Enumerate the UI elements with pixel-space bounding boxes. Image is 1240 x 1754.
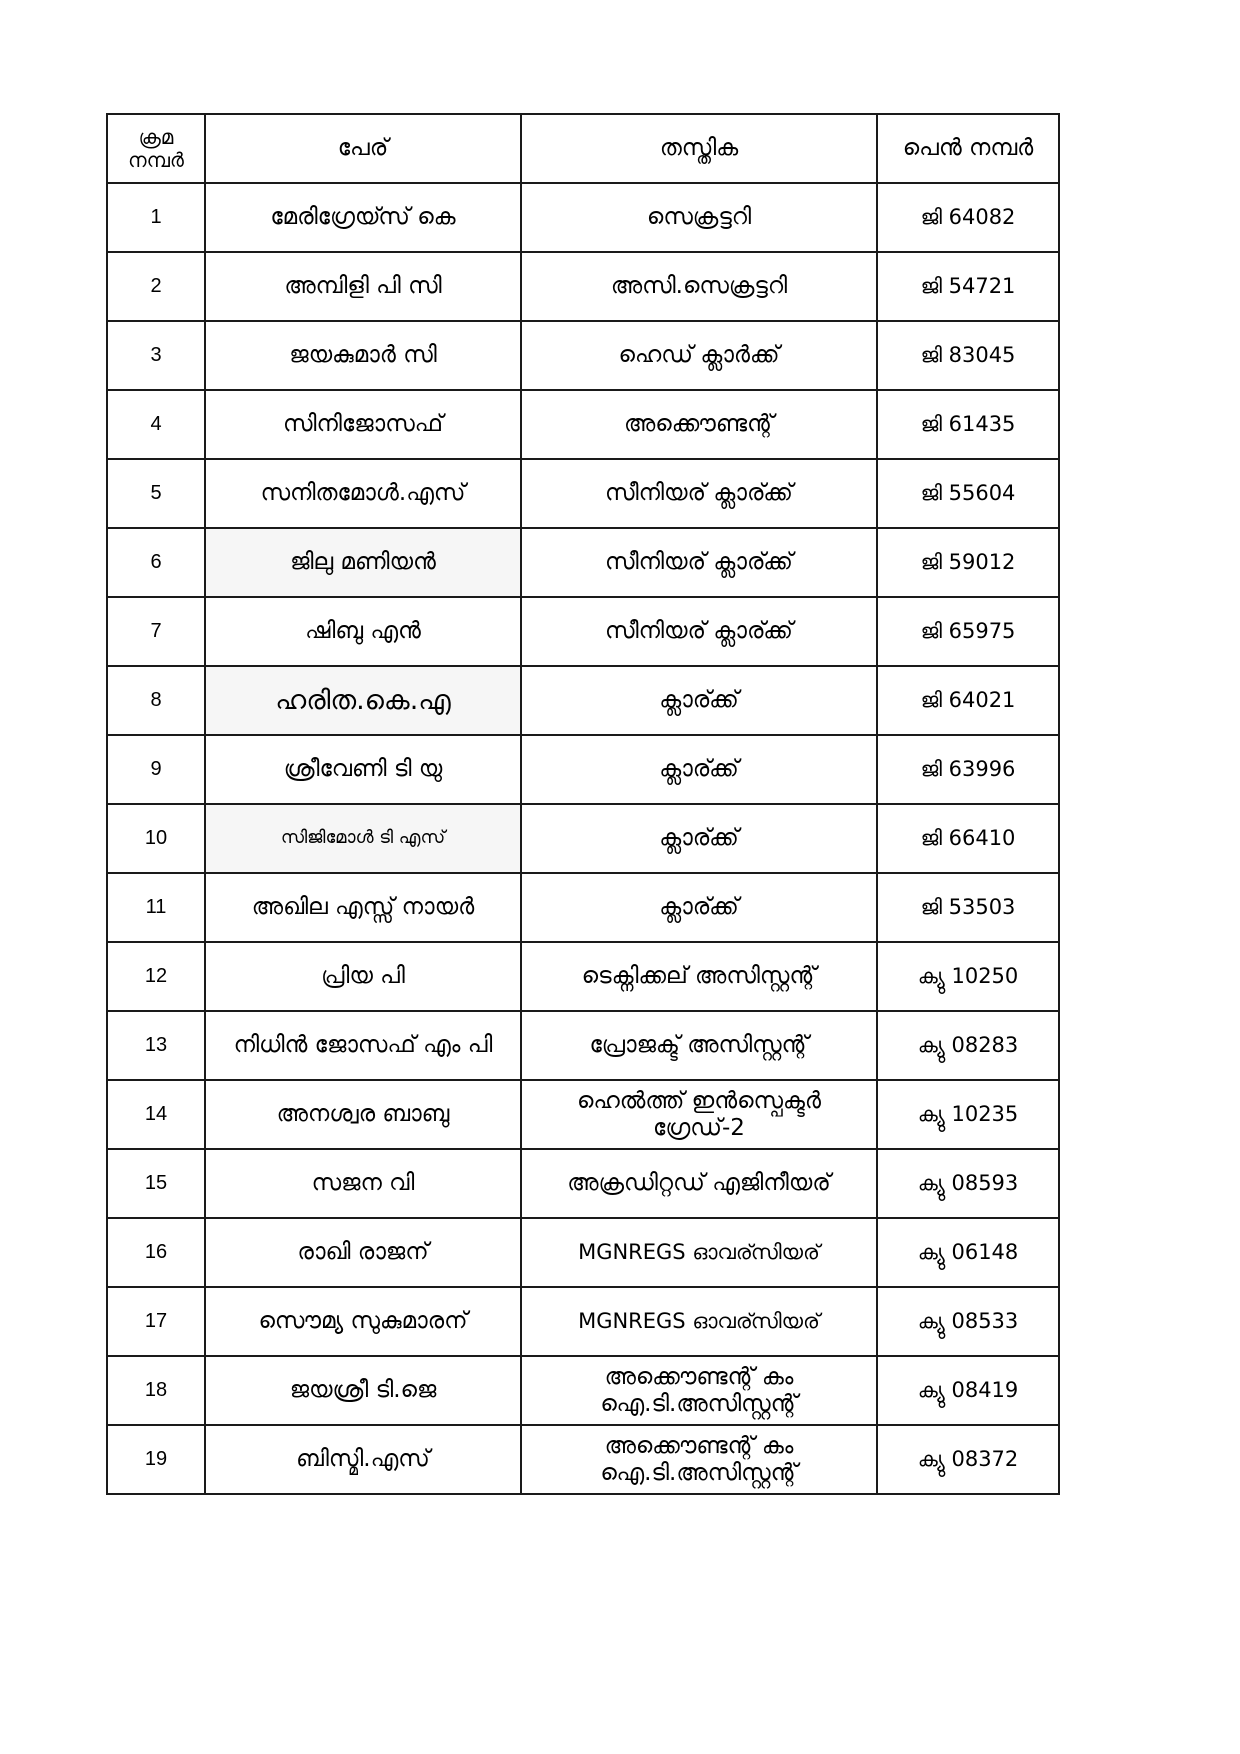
- cell-pen-number: ജി 64021: [877, 666, 1059, 735]
- table-row: [107, 1149, 1059, 1218]
- table-row: [107, 1287, 1059, 1356]
- cell-serial-number: 1: [107, 183, 205, 252]
- cell-designation: MGNREGS ഓവര്സിയര്: [521, 1287, 877, 1356]
- cell-designation: സീനിയര് ക്ലാര്ക്ക്: [521, 528, 877, 597]
- cell-designation: ക്ലാര്ക്ക്: [521, 873, 877, 942]
- cell-pen-number: ക്യു 08372: [877, 1425, 1059, 1494]
- staff-table: [106, 113, 1060, 1495]
- cell-name: ഹരിത.കെ.എ: [205, 666, 521, 735]
- cell-designation: സീനിയര് ക്ലാര്ക്ക്: [521, 597, 877, 666]
- table-body: [107, 183, 1059, 1494]
- cell-serial-number: 9: [107, 735, 205, 804]
- table-row: [107, 1425, 1059, 1494]
- cell-pen-number: ക്യു 08533: [877, 1287, 1059, 1356]
- cell-name: മേരിഗ്രേയ്സ് കെ: [205, 183, 521, 252]
- header-name: പേര്: [205, 114, 521, 183]
- cell-name: നിധിൻ ജോസഫ് എം പി: [205, 1011, 521, 1080]
- table-row: [107, 1356, 1059, 1425]
- cell-designation: അസി.സെക്രട്ടറി: [521, 252, 877, 321]
- table-row: [107, 252, 1059, 321]
- cell-name: സജന വി: [205, 1149, 521, 1218]
- cell-designation: ക്ലാര്ക്ക്: [521, 804, 877, 873]
- cell-designation: സീനിയര് ക്ലാര്ക്ക്: [521, 459, 877, 528]
- table-row: [107, 390, 1059, 459]
- cell-name: ഷിബു എൻ: [205, 597, 521, 666]
- table-row: [107, 597, 1059, 666]
- cell-name: അനശ്വര ബാബു: [205, 1080, 521, 1149]
- cell-serial-number: 16: [107, 1218, 205, 1287]
- cell-serial-number: 7: [107, 597, 205, 666]
- table-row: [107, 735, 1059, 804]
- cell-designation: അക്കൌണ്ടന്റ്: [521, 390, 877, 459]
- cell-serial-number: 19: [107, 1425, 205, 1494]
- cell-serial-number: 17: [107, 1287, 205, 1356]
- cell-serial-number: 6: [107, 528, 205, 597]
- table-row: [107, 942, 1059, 1011]
- cell-designation: അക്കൌണ്ടന്റ് കം ഐ.ടി.അസിസ്റ്റന്റ്: [521, 1356, 877, 1425]
- cell-pen-number: ജി 65975: [877, 597, 1059, 666]
- cell-name: അഖില എസ്സ് നായർ: [205, 873, 521, 942]
- cell-pen-number: ക്യു 10250: [877, 942, 1059, 1011]
- table-row: [107, 873, 1059, 942]
- table-row: [107, 183, 1059, 252]
- table-row: [107, 804, 1059, 873]
- cell-pen-number: ജി 83045: [877, 321, 1059, 390]
- cell-pen-number: ജി 53503: [877, 873, 1059, 942]
- cell-serial-number: 4: [107, 390, 205, 459]
- cell-name: സനിതമോൾ.എസ്: [205, 459, 521, 528]
- cell-pen-number: ജി 59012: [877, 528, 1059, 597]
- cell-pen-number: ജി 66410: [877, 804, 1059, 873]
- cell-designation: അക്കൌണ്ടന്റ് കം ഐ.ടി.അസിസ്റ്റന്റ്: [521, 1425, 877, 1494]
- table-row: [107, 528, 1059, 597]
- cell-serial-number: 18: [107, 1356, 205, 1425]
- cell-designation: ഹെഡ് ക്ലാർക്ക്: [521, 321, 877, 390]
- cell-name: ജയകുമാർ സി: [205, 321, 521, 390]
- table-header: [107, 114, 1059, 183]
- header-designation: തസ്തിക: [521, 114, 877, 183]
- header-serial-number: ക്രമ നമ്പർ: [107, 114, 205, 183]
- cell-serial-number: 10: [107, 804, 205, 873]
- cell-name: ശ്രീവേണി ടി യു: [205, 735, 521, 804]
- cell-name: ബിസ്മി.എസ്: [205, 1425, 521, 1494]
- cell-designation: ഹെൽത്ത് ഇൻസ്പെക്ടർ ഗ്രേഡ്-2: [521, 1080, 877, 1149]
- cell-name: പ്രിയ പി: [205, 942, 521, 1011]
- cell-serial-number: 11: [107, 873, 205, 942]
- table-row: [107, 1011, 1059, 1080]
- cell-name: സിജിമോൾ ടി എസ്: [205, 804, 521, 873]
- cell-pen-number: ക്യു 08419: [877, 1356, 1059, 1425]
- cell-pen-number: ക്യു 06148: [877, 1218, 1059, 1287]
- cell-name: രാഖി രാജന്: [205, 1218, 521, 1287]
- cell-pen-number: ജി 54721: [877, 252, 1059, 321]
- cell-pen-number: ജി 61435: [877, 390, 1059, 459]
- header-row: [107, 114, 1059, 183]
- cell-serial-number: 8: [107, 666, 205, 735]
- cell-serial-number: 15: [107, 1149, 205, 1218]
- cell-designation: ടെക്നിക്കല് അസിസ്റ്റന്റ്: [521, 942, 877, 1011]
- cell-name: അമ്പിളി പി സി: [205, 252, 521, 321]
- cell-pen-number: ക്യു 10235: [877, 1080, 1059, 1149]
- cell-designation: ക്ലാര്ക്ക്: [521, 735, 877, 804]
- header-pen-number: പെൻ നമ്പർ: [877, 114, 1059, 183]
- cell-pen-number: ജി 63996: [877, 735, 1059, 804]
- table-row: [107, 459, 1059, 528]
- table-row: [107, 666, 1059, 735]
- table-row: [107, 1080, 1059, 1149]
- cell-serial-number: 14: [107, 1080, 205, 1149]
- cell-name: സിനിജോസഫ്: [205, 390, 521, 459]
- cell-designation: സെക്രട്ടറി: [521, 183, 877, 252]
- cell-designation: MGNREGS ഓവര്സിയര്: [521, 1218, 877, 1287]
- cell-pen-number: ക്യു 08593: [877, 1149, 1059, 1218]
- cell-serial-number: 12: [107, 942, 205, 1011]
- cell-designation: ക്ലാര്ക്ക്: [521, 666, 877, 735]
- cell-pen-number: ക്യു 08283: [877, 1011, 1059, 1080]
- cell-designation: പ്രോജക്ട് അസിസ്റ്റന്റ്: [521, 1011, 877, 1080]
- cell-serial-number: 3: [107, 321, 205, 390]
- table-row: [107, 321, 1059, 390]
- cell-pen-number: ജി 64082: [877, 183, 1059, 252]
- cell-name: ജയശ്രീ ടി.ജെ: [205, 1356, 521, 1425]
- cell-name: ജിലു മണിയൻ: [205, 528, 521, 597]
- cell-serial-number: 2: [107, 252, 205, 321]
- cell-serial-number: 5: [107, 459, 205, 528]
- cell-name: സൌമ്യ സുകുമാരന്: [205, 1287, 521, 1356]
- cell-designation: അക്രഡിറ്റഡ് എജിനീയര്: [521, 1149, 877, 1218]
- cell-serial-number: 13: [107, 1011, 205, 1080]
- table-row: [107, 1218, 1059, 1287]
- cell-pen-number: ജി 55604: [877, 459, 1059, 528]
